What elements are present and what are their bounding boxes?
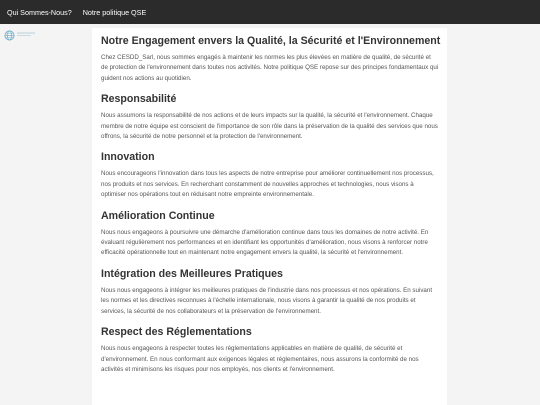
section-text: Nous nous engageons à intégrer les meilleures pratiques de l'industrie dans nos processus et nos opérations. En suivant les normes et les directives reconnues à l'échelle internationale, nous visons à garantir la qualité de nos produits et services, la sécurité de nos collaborateurs et la préservation de l'environnement. bbox=[101, 286, 433, 315]
section-text: Nous nous engageons à poursuivre une démarche d'amélioration continue dans tous les domaines de notre activité. En évaluant régulièrement nos performances et en identifiant les opportunités d'amélioration, nous visons à renforcer notre efficacité opérationnelle tout en maintenant notre engagement envers la qualité, la sécurité et l'environnement. bbox=[101, 228, 429, 257]
section-text: Nous encourageons l'innovation dans tous les aspects de notre entreprise pour améliorer continuellement nos processus, nos produits et nos services. En recherchant constamment de nouvelles approches et technologies, nous visons à optimiser nos opérations tout en réduisant notre empreinte environnementale. bbox=[101, 170, 434, 199]
top-navbar bbox=[0, 0, 540, 24]
section-respect-reglementations bbox=[101, 325, 439, 375]
section-heading: Respect des Réglementations bbox=[101, 326, 252, 339]
section-responsabilite bbox=[101, 92, 439, 142]
section-heading: Intégration des Meilleures Pratiques bbox=[101, 267, 283, 280]
nav-link-qui-sommes-nous[interactable]: Qui Sommes-Nous? bbox=[7, 7, 72, 17]
page-title: Notre Engagement envers la Qualité, la Sécurité et l'Environnement bbox=[101, 35, 441, 47]
section-innovation bbox=[101, 150, 439, 200]
company-logo[interactable] bbox=[4, 28, 40, 42]
main-content bbox=[92, 28, 447, 405]
nav-link-politique-qse[interactable]: Notre politique QSE bbox=[82, 7, 147, 17]
section-integration-meilleures-pratiques bbox=[101, 267, 439, 317]
intro-paragraph: Chez CESDD_Sarl, nous sommes engagés à maintenir les normes les plus élevées en matière de qualité, de sécurité et de protection de l'environnement dans toutes nos activités. Notre politique QSE repose sur des principes fondamentaux qui guident nos actions au quotidien. bbox=[101, 54, 439, 82]
globe-logo-icon bbox=[4, 30, 15, 41]
section-heading: Innovation bbox=[101, 151, 155, 164]
section-heading: Amélioration Continue bbox=[101, 209, 215, 222]
logo-wordmark bbox=[17, 31, 39, 39]
section-text: Nous nous engageons à respecter toutes les réglementations applicables en matière de qualité, de sécurité et d'environnement. En nous conformant aux exigences légales et réglementaires, nous assurons la conformité de nos activités et minimisons les risques pour nos employés, nos clients et l'environnement. bbox=[101, 345, 419, 373]
section-heading: Responsabilité bbox=[101, 93, 177, 106]
section-text: Nous assumons la responsabilité de nos actions et de leurs impacts sur la qualité, la sécurité et l'environnement. Chaque membre de notre équipe est conscient de l'importance de son rôle dans la préservation de la qualité des services que nous offrons, la sécurité de notre personnel et la protection de l'environnement. bbox=[101, 112, 438, 141]
section-amelioration-continue bbox=[101, 209, 439, 259]
